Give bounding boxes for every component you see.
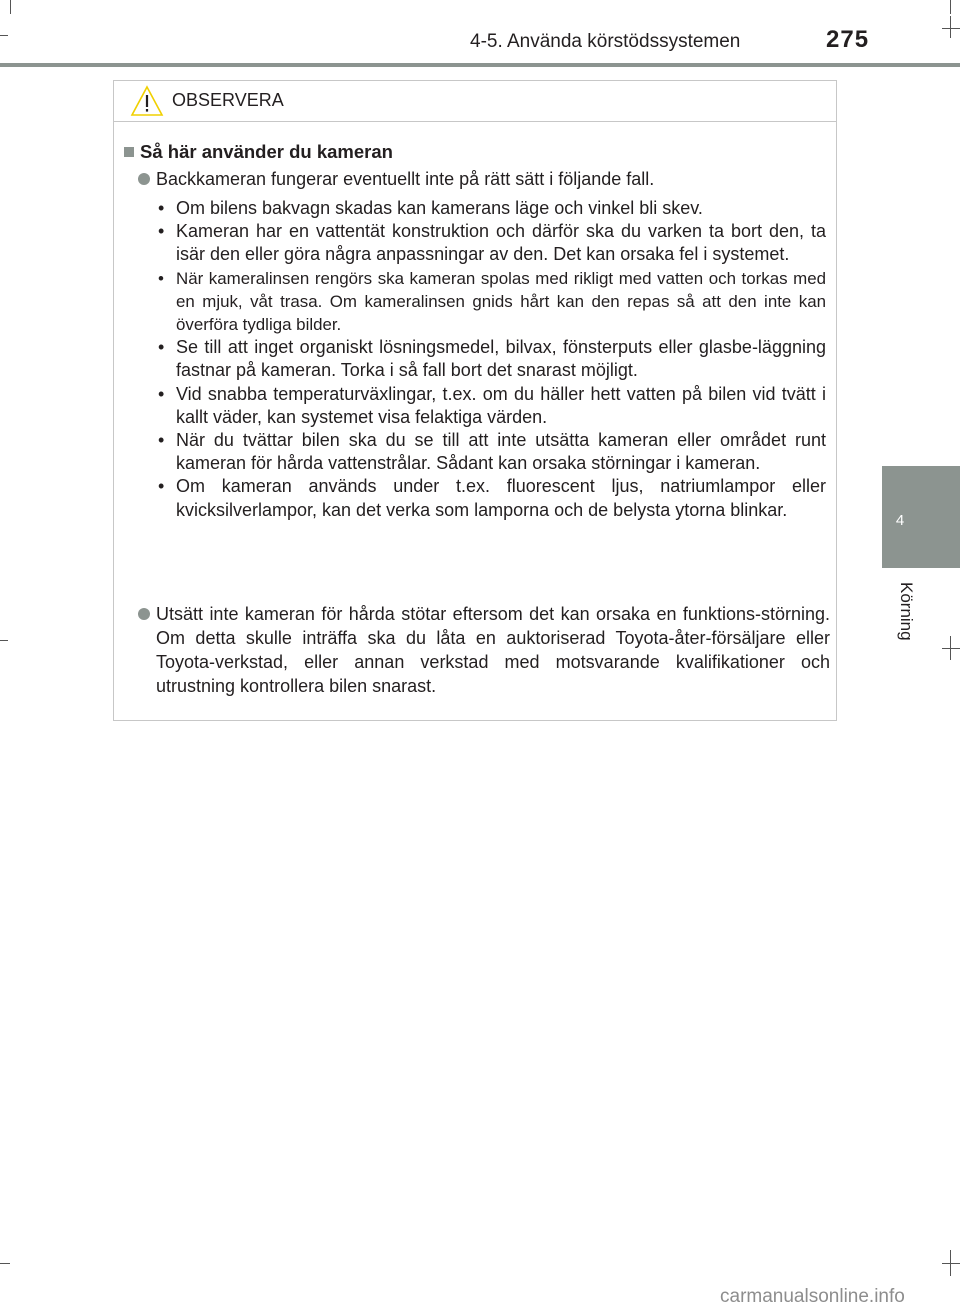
bullet-item: • När kameralinsen rengörs ska kameran spolas med rikligt med vatten och torkas med en mjuk, våt trasa. Om kameralinsen gnids hårt kan den repas så att den inte kan överföra tydliga bilder. <box>158 268 826 335</box>
bullet-item: • Vid snabba temperaturväxlingar, t.ex. om du häller hett vatten på bilen vid tvätt i kallt väder, kan systemet visa felaktiga värden. <box>158 383 826 427</box>
chapter-tab <box>882 466 960 568</box>
bullet-item: • När du tvättar bilen ska du se till att inte utsätta kameran eller området runt kameran för hårda vattenstrålar. Sådant kan orsaka störningar i kameran. <box>158 430 826 474</box>
crop-mark <box>942 28 960 29</box>
caution-box <box>113 80 837 721</box>
crop-mark <box>950 1250 951 1276</box>
crop-mark <box>0 35 8 36</box>
caution-title: OBSERVERA <box>172 90 284 110</box>
bullet-text: Vid snabba temperaturväxlingar, t.ex. om du häller hett vatten på bilen vid tvätt i kallt väder, kan systemet visa felaktiga värden. <box>176 383 826 427</box>
bullet-text: När du tvättar bilen ska du se till att inte utsätta kameran eller området runt kameran för hårda vattenstrålar. Sådant kan orsaka störningar i kameran. <box>176 430 826 474</box>
section-heading-text: Så här använder du kameran <box>140 141 393 162</box>
crop-mark <box>950 16 951 38</box>
bullet-item: • Om bilens bakvagn skadas kan kamerans läge och vinkel bli skev. <box>158 198 703 218</box>
section-title: 4-5. Använda körstödssystemen <box>470 31 741 52</box>
list-item <box>140 602 830 698</box>
square-bullet-icon <box>124 147 134 157</box>
item-text: Backkameran fungerar eventuellt inte på rätt sätt i följande fall. <box>156 169 655 189</box>
crop-mark <box>950 636 951 660</box>
bullet-item: • Kameran har en vattentät konstruktion och därför ska du varken ta bort den, ta isär den eller göra några anpassningar av den. Det kan orsaka fel i systemet. <box>158 221 826 265</box>
circle-bullet-icon <box>138 608 150 620</box>
header-rule <box>0 63 960 67</box>
crop-mark <box>942 648 960 649</box>
crop-mark <box>942 1263 960 1264</box>
crop-mark <box>0 1263 10 1264</box>
bullet-list <box>154 197 826 522</box>
circle-bullet-icon <box>138 173 150 185</box>
section-heading <box>124 141 393 163</box>
warning-triangle-icon <box>130 85 164 117</box>
bullet-text: Om kameran används under t.ex. fluorescent ljus, natriumlampor eller kvicksilverlampor, kan det verka som lamporna och de belysta ytorna blinkar. <box>176 476 826 520</box>
bullet-text: Se till att inget organiskt lösningsmedel, bilvax, fönsterputs eller glasbe-läggning fastnar på kameran. Torka i så fall bort det snarast möjligt. <box>176 337 826 381</box>
list-item <box>140 167 830 191</box>
chapter-label: Körning <box>897 582 916 641</box>
bullet-text: Om bilens bakvagn skadas kan kamerans läge och vinkel bli skev. <box>176 198 703 218</box>
crop-mark <box>10 0 11 14</box>
item-text: Utsätt inte kameran för hårda stötar eftersom det kan orsaka en funktions-störning. Om detta skulle inträffa ska du låta en auktoriserad Toyota-åter-försäljare eller Toyota-verkstad, eller annan verkstad med motsvarande kvalifikationer och utrustning kontrollera bilen snarast. <box>156 604 830 696</box>
page-number: 275 <box>826 26 870 53</box>
bullet-item: • Se till att inget organiskt lösningsmedel, bilvax, fönsterputs eller glasbe-läggning fastnar på kameran. Torka i så fall bort det snarast möjligt. <box>158 337 826 381</box>
crop-mark <box>950 0 951 14</box>
bullet-item: • Om kameran används under t.ex. fluorescent ljus, natriumlampor eller kvicksilverlampor, kan det verka som lamporna och de belysta ytorna blinkar. <box>158 476 826 520</box>
crop-mark <box>0 640 8 641</box>
bullet-text: När kameralinsen rengörs ska kameran spolas med rikligt med vatten och torkas med en mjuk, våt trasa. Om kameralinsen gnids hårt kan den repas så att den inte kan överföra tydliga bilder. <box>176 268 826 335</box>
bullet-text: Kameran har en vattentät konstruktion och därför ska du varken ta bort den, ta isär den eller göra några anpassningar av den. Det kan orsaka fel i systemet. <box>176 221 826 265</box>
watermark-link[interactable]: carmanualsonline.info <box>720 1286 905 1307</box>
caution-header <box>114 81 836 122</box>
chapter-number: 4 <box>895 512 905 529</box>
